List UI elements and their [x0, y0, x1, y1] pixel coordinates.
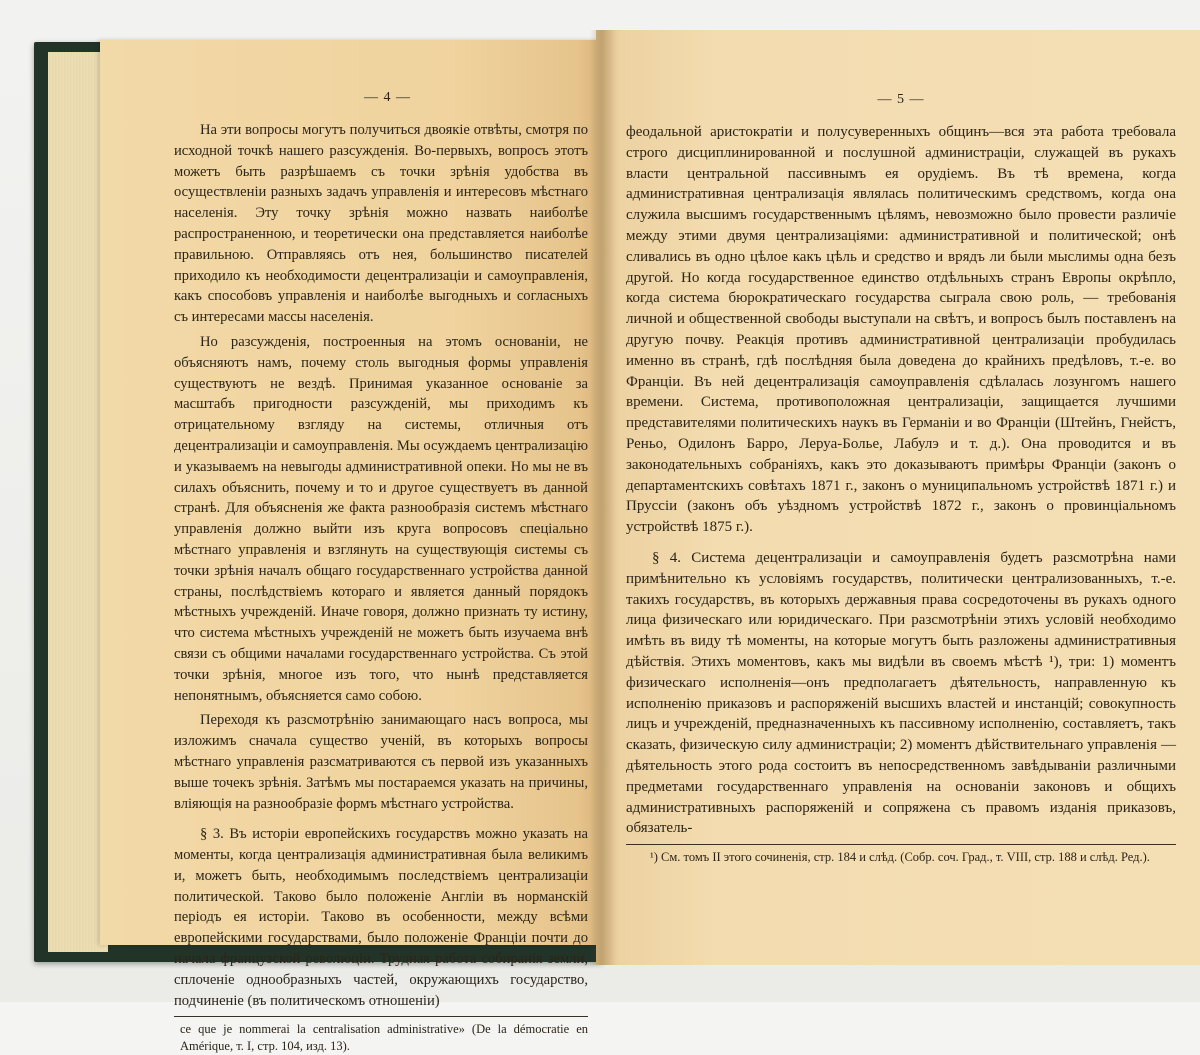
right-page	[596, 30, 1200, 965]
left-paragraph-section-3: § 3. Въ исторіи европейскихъ государствъ можно указать на моменты, когда централизація административная была великимъ и, можетъ быть, необходимымъ последствіемъ централизаціи политической. Таково было положеніе Англіи въ норманскій періодъ ея исторіи. Таково въ особенности, между всѣми европейскими государствами, было положеніе Франціи почти до начала французской революціи. Трудная работа собиранія земли, сплоченіе однообразныхъ частей, окружающихъ государство, подчиненіе (въ политическомъ отношеніи)	[174, 826, 588, 1009]
right-page-number: — 5 —	[877, 92, 925, 107]
left-footnote: ce que je nommerai la centralisation administrative» (De la démocratie en Amérique, т. I, стр. 104, изд. 13).	[180, 1022, 588, 1054]
right-footnote-rule	[626, 844, 1176, 845]
right-page-text	[626, 122, 1176, 839]
right-footnote: ¹) См. томъ II этого сочиненія, стр. 184 и слѣд. (Собр. соч. Град., т. VIII, стр. 188 и слѣд. Ред.).	[650, 850, 1150, 865]
right-paragraph-section-4: § 4. Система децентрализаціи и самоуправленія будетъ разсмотрѣна нами примѣнительно къ условіямъ государствъ, политически централизованныхъ, т.-е. такихъ государствъ, въ которыхъ державныя права сосредоточены въ рукахъ одного лица физическаго или юридическаго. При разсмотрѣніи этихъ условій необходимо имѣть въ виду тѣ моменты, на которые могутъ быть разложены административныя дѣйствія. Этихъ моментовъ, какъ мы видѣли въ своемъ мѣстѣ ¹), три: 1) моментъ физическаго исполненія—онъ предполагаетъ дѣятельность, направленную къ исполненію приказовъ и распоряженій высшихъ властей и инстанцій; совокупность лицъ и учрежденій, предназначенныхъ къ пассивному исполненію, составляетъ, такъ сказать, физическую силу администраціи; 2) моментъ дѣйствительнаго управленія — дѣятельность этого рода состоитъ въ непосредственномъ завѣдываніи различными предметами государственнаго управленія на основаніи законовъ и общихъ административныхъ распоряженій и сопряжена съ правомъ изданія приказовъ, обязатель-	[626, 549, 1176, 837]
left-paragraph-2: Но разсужденія, построенныя на этомъ основаніи, не объясняютъ намъ, почему столь выгодныя формы управленія существуютъ не вездѣ. Принимая указанное основаніе за масштабъ пригодности разсужденій, мы приходимъ къ отрицательному взгляду на системы, отличныя отъ децентрализаціи и самоуправленія. Мы осуждаемъ централизацію и указываемъ на невыгоды административной опеки. Но мы не въ силахъ объяснить, почему и то и другое существуетъ въ данной странѣ. Для объясненія же факта разнообразія системъ мѣстнаго управленія должно выйти изъ круга вопросовъ спеціально мѣстнаго управленія и взглянуть на существующія системы съ точки зрѣнія началъ общаго государственнаго устройства данной страны, послѣдствіемъ котораго и является данный порядокъ мѣстныхъ учрежденій. Иначе говоря, должно признать ту истину, что система мѣстныхъ учрежденій не можетъ быть изучаема внѣ связи съ общими началами государственнаго устройства. Съ этой точки зрѣнія, многое изъ того, что нынѣ представляется непонятнымъ, объясняется само собою.	[174, 333, 588, 704]
left-page-number: — 4 —	[364, 90, 411, 105]
left-footnote-rule	[174, 1016, 588, 1017]
right-paragraph-1: феодальной аристократіи и полусуверенныхъ общинъ—вся эта работа требовала строго дисциплинированной и послушной администраціи, служащей въ рукахъ власти центральной пассивнымъ ея орудіемъ. Въ тѣ времена, когда административная централизація являлась политическимъ средствомъ, когда она служила высшимъ государственнымъ цѣлямъ, невозможно было провести различіе между этими двумя централизаціями: административной и политической; онѣ сливались въ одно цѣлое какъ цѣль и средство и врядъ ли были мыслимы одна безъ другой. Но когда государственное единство отдѣльныхъ странъ Европы окрѣпло, когда система бюрократическаго государства сыграла свою роль, — требованія личной и общественной свободы выступали на свѣтъ, и вопросъ былъ поставленъ на другую почву. Реакція противъ административной централизаціи пробудилась именно въ странѣ, гдѣ послѣдняя была доведена до крайнихъ предѣловъ, т.-е. во Франціи. Въ ней децентрализація самоуправленія сдѣлалась лозунгомъ нашего времени. Система, противоположная централизаціи, защищается лучшими представителями политическихъ наукъ въ Германіи и во Франціи (Штейнъ, Гнейстъ, Реньо, Одилонъ Барро, Леруа-Болье, Лабулэ и т. д.). Она проводится и въ законодательныхъ собраніяхъ, какъ это доказываютъ примѣры Франціи (законъ о департаментскихъ совѣтахъ 1871 г., законъ о муниципальномъ устройствѣ 1871 г.) и Пруссіи (законъ объ уѣздномъ устройствѣ 1872 г., законъ о провинціальномъ устройствѣ 1875 г.).	[626, 124, 1176, 536]
left-paragraph-3: Переходя къ разсмотрѣнію занимающаго насъ вопроса, мы изложимъ сначала существо ученій, въ которыхъ вопросы мѣстнаго управленія разсматриваются съ первой изъ указанныхъ выше точекъ зрѣнія. Затѣмъ мы постараемся указать на причины, вліяющія на разнообразіе формъ мѣстнаго устройства.	[174, 712, 588, 812]
left-paragraph-1: На эти вопросы могутъ получиться двоякіе отвѣты, смотря по исходной точкѣ нашего разсужденія. Во-первыхъ, вопросъ этотъ можетъ быть разрѣшаемъ съ точки зрѣнія удобства въ осуществленіи разныхъ задачъ управленія и интересовъ мѣстнаго населенія. Эту точку зрѣнія можно назвать наиболѣе распространенною, и теоретически она представляется наиболѣе правильною. Отправляясь отъ нея, большинство писателей приходило къ необходимости децентрализаціи и самоуправленія, какъ способовъ управленія и наиболѣе выгодныхъ и согласныхъ съ интересами массы населенія.	[174, 122, 588, 326]
page-edges	[48, 52, 108, 952]
left-page-text	[174, 120, 588, 1011]
left-page	[100, 40, 602, 1054]
